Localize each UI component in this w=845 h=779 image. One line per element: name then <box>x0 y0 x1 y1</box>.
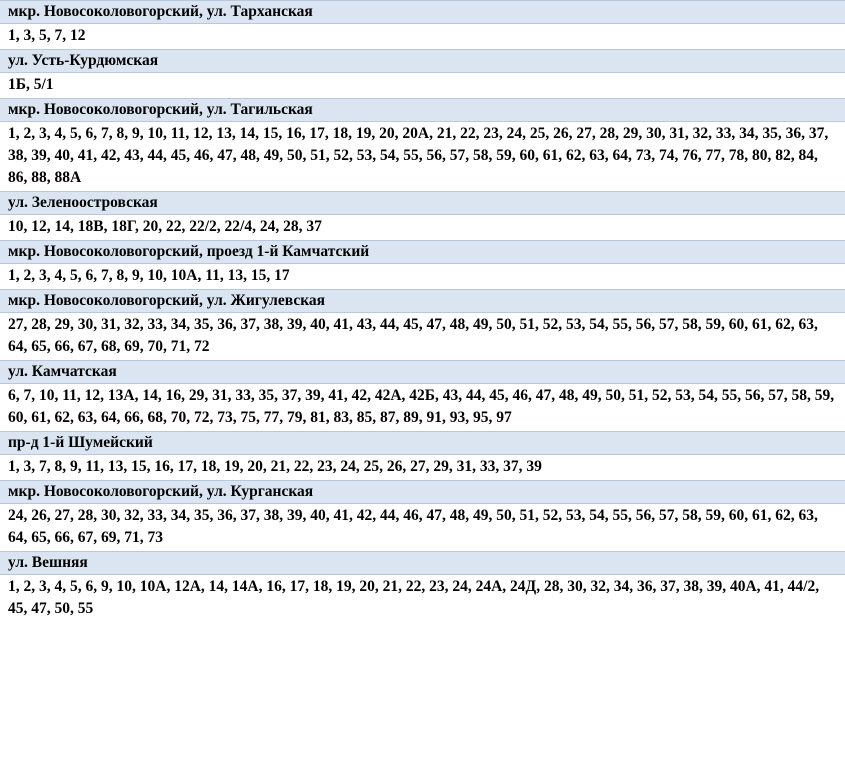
houses-row: 6, 7, 10, 11, 12, 13А, 14, 16, 29, 31, 33, 35, 37, 39, 41, 42, 42А, 42Б, 43, 44, 45, 46, 47, 48, 49, 50, 51, 52, 53, 54, 55, 56, 57, 58, 59, 60, 61, 62, 63, 64, 66, 68, 70, 72, 73, 75, 77, 79, 81, 83, 85, 87, 89, 91, 93, 95, 97 <box>0 384 845 431</box>
houses-row: 1, 2, 3, 4, 5, 6, 7, 8, 9, 10, 10А, 11, 13, 15, 17 <box>0 264 845 289</box>
street-row: ул. Зеленоостровская <box>0 191 845 215</box>
street-row: ул. Камчатская <box>0 360 845 384</box>
houses-row: 27, 28, 29, 30, 31, 32, 33, 34, 35, 36, 37, 38, 39, 40, 41, 43, 44, 45, 47, 48, 49, 50, 51, 52, 53, 54, 55, 56, 57, 58, 59, 60, 61, 62, 63, 64, 65, 66, 67, 68, 69, 70, 71, 72 <box>0 313 845 360</box>
street-row: мкр. Новосоколовогорский, ул. Тагильская <box>0 98 845 122</box>
houses-row: 1, 2, 3, 4, 5, 6, 9, 10, 10А, 12А, 14, 14А, 16, 17, 18, 19, 20, 21, 22, 23, 24, 24А, 24Д, 28, 30, 32, 34, 36, 37, 38, 39, 40А, 41, 44/2, 45, 47, 50, 55 <box>0 575 845 622</box>
houses-row: 24, 26, 27, 28, 30, 32, 33, 34, 35, 36, 37, 38, 39, 40, 41, 42, 44, 46, 47, 48, 49, 50, 51, 52, 53, 54, 55, 56, 57, 58, 59, 60, 61, 62, 63, 64, 65, 66, 67, 69, 71, 73 <box>0 504 845 551</box>
street-row: ул. Усть-Курдюмская <box>0 49 845 73</box>
street-row: мкр. Новосоколовогорский, ул. Жигулевская <box>0 289 845 313</box>
street-row: мкр. Новосоколовогорский, ул. Курганская <box>0 480 845 504</box>
street-row: ул. Вешняя <box>0 551 845 575</box>
street-row: мкр. Новосоколовогорский, проезд 1-й Камчатский <box>0 240 845 264</box>
houses-row: 1Б, 5/1 <box>0 73 845 98</box>
street-row: пр-д 1-й Шумейский <box>0 431 845 455</box>
houses-row: 1, 2, 3, 4, 5, 6, 7, 8, 9, 10, 11, 12, 13, 14, 15, 16, 17, 18, 19, 20, 20А, 21, 22, 23, 24, 25, 26, 27, 28, 29, 30, 31, 32, 33, 34, 35, 36, 37, 38, 39, 40, 41, 42, 43, 44, 45, 46, 47, 48, 49, 50, 51, 52, 53, 54, 55, 56, 57, 58, 59, 60, 61, 62, 63, 64, 73, 74, 76, 77, 78, 80, 82, 84, 86, 88, 88А <box>0 122 845 191</box>
houses-row: 1, 3, 5, 7, 12 <box>0 24 845 49</box>
houses-row: 10, 12, 14, 18В, 18Г, 20, 22, 22/2, 22/4, 24, 28, 37 <box>0 215 845 240</box>
street-row: мкр. Новосоколовогорский, ул. Тарханская <box>0 0 845 24</box>
houses-row: 1, 3, 7, 8, 9, 11, 13, 15, 16, 17, 18, 19, 20, 21, 22, 23, 24, 25, 26, 27, 29, 31, 33, 37, 39 <box>0 455 845 480</box>
